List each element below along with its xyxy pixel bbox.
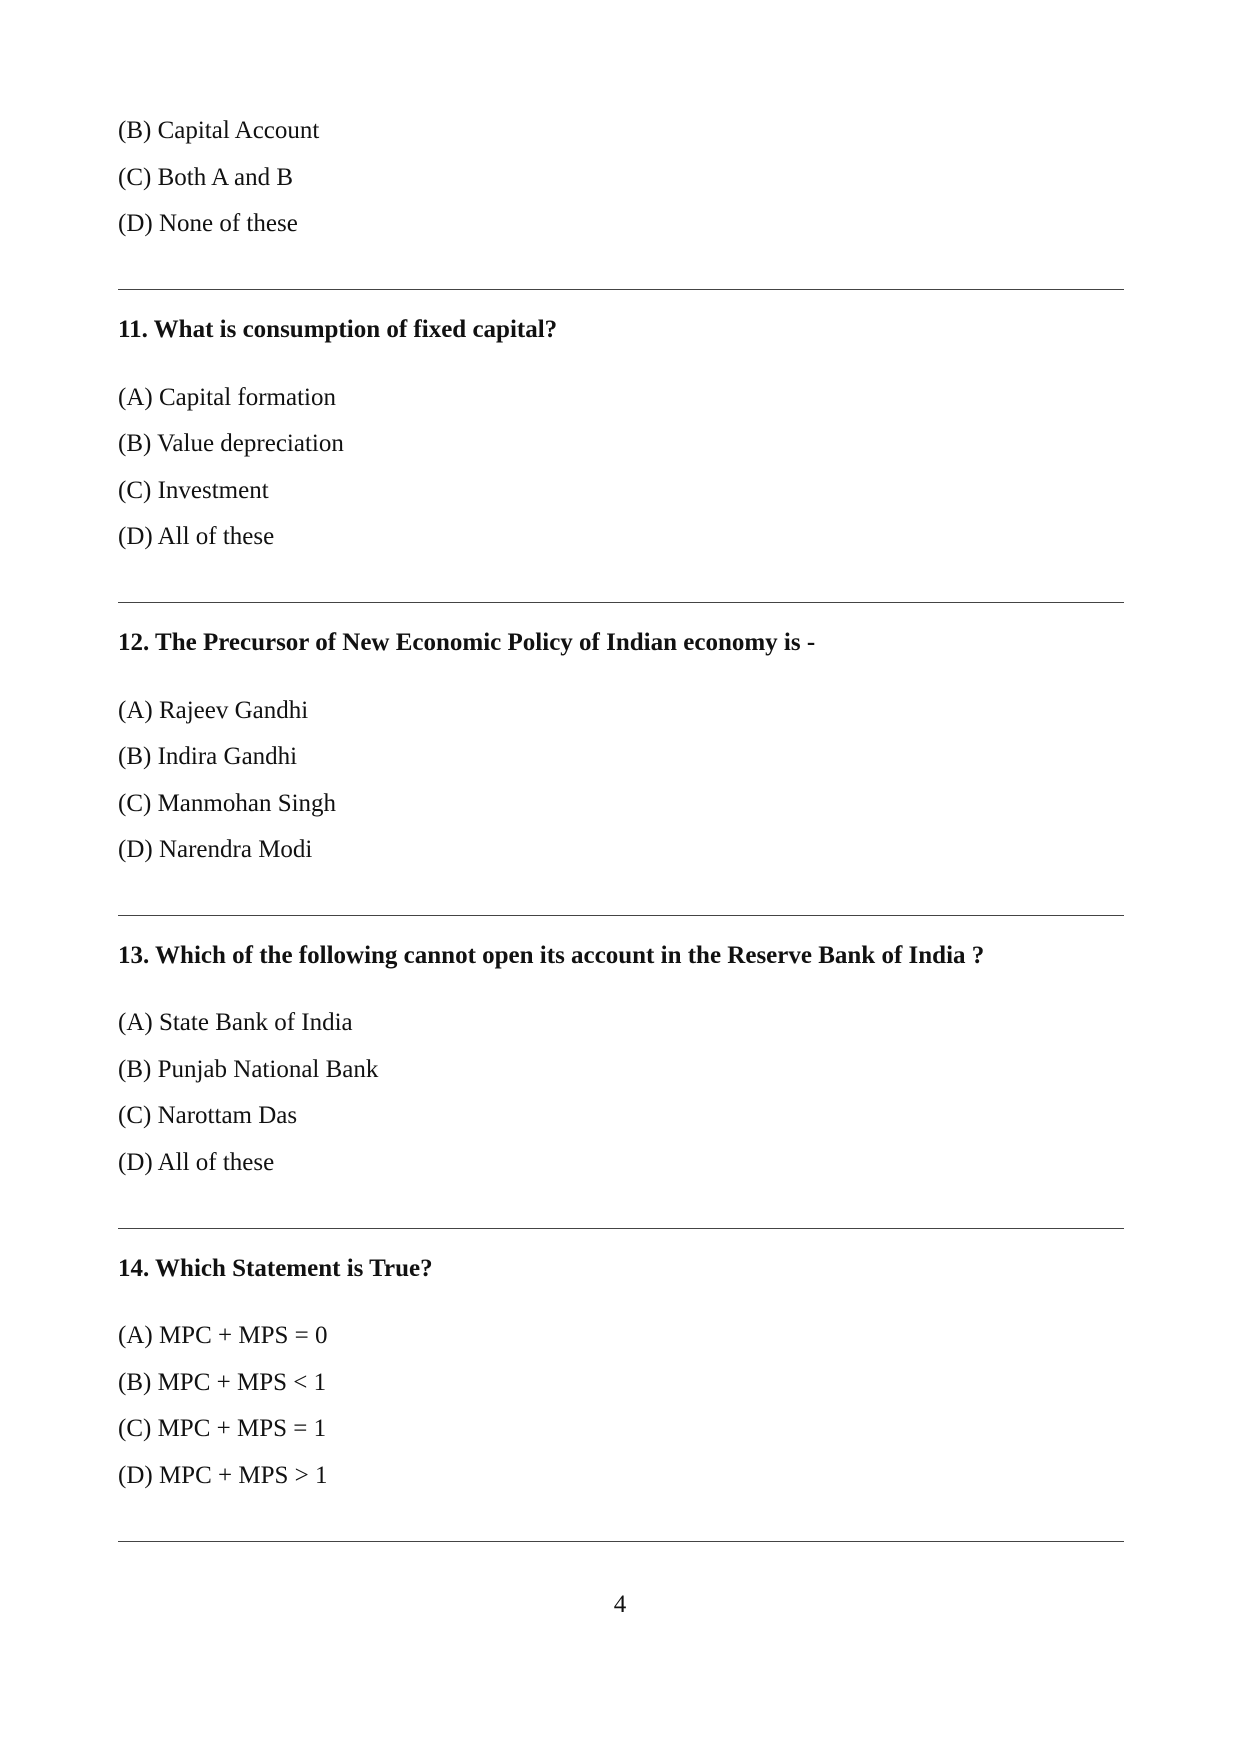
divider bbox=[118, 1228, 1124, 1229]
option-q14-b: (B) MPC + MPS < 1 bbox=[118, 1369, 327, 1396]
option-q13-c: (C) Narottam Das bbox=[118, 1102, 298, 1129]
divider bbox=[118, 915, 1124, 916]
option-q11-d: (D) All of these bbox=[118, 523, 275, 550]
divider bbox=[118, 602, 1124, 603]
option-q12-a: (A) Rajeev Gandhi bbox=[118, 697, 309, 724]
divider bbox=[118, 289, 1124, 290]
option-q11-b: (B) Value depreciation bbox=[118, 430, 344, 457]
question-12: 12. The Precursor of New Economic Policy of Indian economy is - bbox=[118, 629, 816, 656]
option-q11-a: (A) Capital formation bbox=[118, 384, 336, 411]
divider bbox=[118, 1541, 1124, 1542]
option-q12-b: (B) Indira Gandhi bbox=[118, 743, 298, 770]
option-q12-d: (D) Narendra Modi bbox=[118, 836, 313, 863]
option-q13-b: (B) Punjab National Bank bbox=[118, 1056, 379, 1083]
question-13: 13. Which of the following cannot open its account in the Reserve Bank of India ? bbox=[118, 942, 985, 969]
option-q13-d: (D) All of these bbox=[118, 1149, 275, 1176]
option-q10-c: (C) Both A and B bbox=[118, 164, 294, 191]
option-q14-d: (D) MPC + MPS > 1 bbox=[118, 1462, 328, 1489]
option-q10-d: (D) None of these bbox=[118, 210, 298, 237]
option-q14-a: (A) MPC + MPS = 0 bbox=[118, 1322, 328, 1349]
option-q12-c: (C) Manmohan Singh bbox=[118, 790, 337, 817]
option-q11-c: (C) Investment bbox=[118, 477, 269, 504]
option-q13-a: (A) State Bank of India bbox=[118, 1009, 353, 1036]
option-q10-b: (B) Capital Account bbox=[118, 117, 320, 144]
option-q14-c: (C) MPC + MPS = 1 bbox=[118, 1415, 327, 1442]
question-14: 14. Which Statement is True? bbox=[118, 1255, 433, 1282]
page-number: 4 bbox=[613, 1591, 627, 1618]
question-11: 11. What is consumption of fixed capital? bbox=[118, 316, 558, 343]
